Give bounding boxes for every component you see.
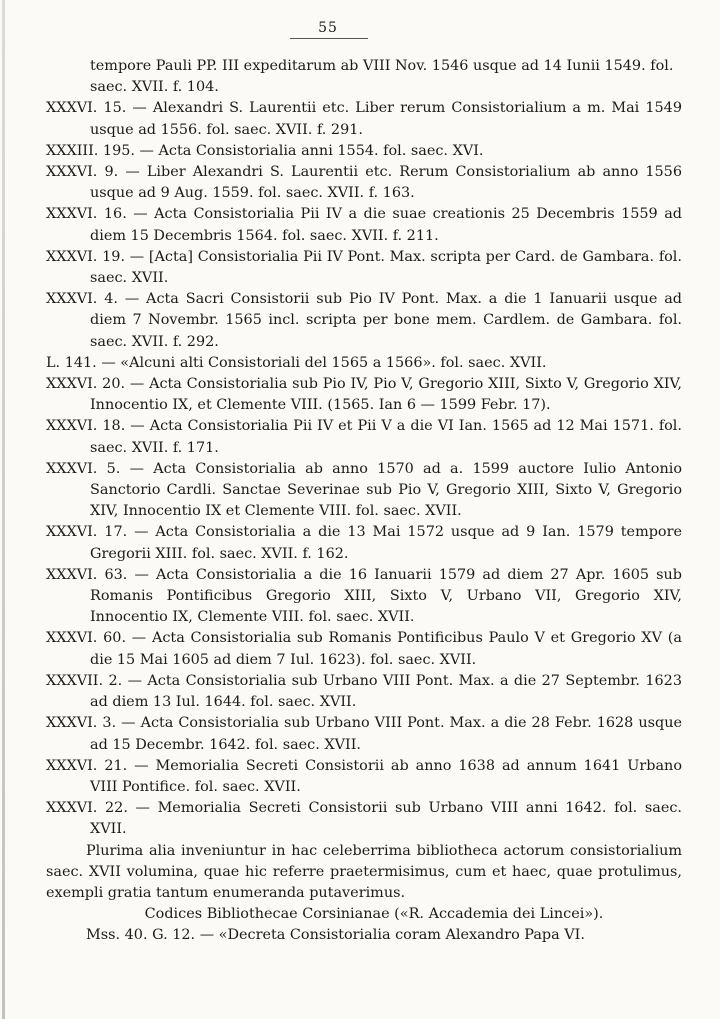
catalog-entry: XXXVI. 17. — Acta Consistorialia a die 13 Mai 1572 usque ad 9 Ian. 1579 tempore Gregorii XIII. fol. saec. XVII. f. 162.	[46, 524, 682, 562]
catalog-entry: XXXVI. 15. — Alexandri S. Laurentii etc. Liber rerum Consistorialium a m. Mai 1549 usque ad 1556. fol. saec. XVII. f. 291.	[46, 100, 682, 138]
catalog-entry: XXXVI. 4. — Acta Sacri Consistorii sub Pio IV Pont. Max. a die 1 Ianuarii usque ad diem 7 Novembr. 1565 incl. scripta per bone mem. Cardlem. de Gambara. fol. saec. XVII. f. 292.	[46, 291, 682, 350]
catalog-entry: XXXVI. 5. — Acta Consistorialia ab anno 1570 ad a. 1599 auctore Iulio Antonio Sanctorio Cardli. Sanctae Severinae sub Pio V, Gregorio XIII, Sixto V, Gregorio XIV, Innocentio IX et Clemente VIII. fol. saec. XVII.	[46, 460, 682, 520]
header-rule	[290, 38, 368, 39]
text-paragraph: Plurima alia inveniuntur in hac celeberrima bibliotheca actorum consistorialium saec. XVII volumina, quae hic referre praetermisimus, cum et haec, quae protulimus, exempli gratia tantum enumeranda putaverimus.	[46, 842, 682, 901]
text-paragraph: tempore Pauli PP. III expeditarum ab VIII Nov. 1546 usque ad 14 Iunii 1549. fol. saec. XVII. f. 104.	[90, 58, 674, 96]
section-heading: Codices Bibliothecae Corsinianae («R. Accademia dei Lincei»).	[144, 906, 604, 923]
catalog-entry: L. 141. — «Alcuni alti Consistoriali del 1565 a 1566». fol. saec. XVII.	[46, 354, 547, 371]
page-text	[46, 56, 682, 947]
catalog-entry: XXXVII. 2. — Acta Consistorialia sub Urbano VIII Pont. Max. a die 27 Septembr. 1623 ad diem 13 Iul. 1644. fol. saec. XVII.	[46, 672, 682, 711]
page-edge-shadow	[2, 0, 5, 1019]
page-number: 55	[318, 20, 338, 36]
catalog-entry: XXXVI. 19. — [Acta] Consistorialia Pii IV Pont. Max. scripta per Card. de Gambara. fol. saec. XVII.	[46, 248, 682, 287]
catalog-entry: XXXVI. 63. — Acta Consistorialia a die 16 Ianuarii 1579 ad diem 27 Apr. 1605 sub Romanis Pontificibus Gregorio XIII, Sixto V, Urbano VII, Gregorio XIV, Innocentio IX, Clemente VIII. fol. saec. XVII.	[46, 566, 682, 626]
catalog-entry: XXXVI. 3. — Acta Consistorialia sub Urbano VIII Pont. Max. a die 28 Febr. 1628 usque ad 15 Decembr. 1642. fol. saec. XVII.	[46, 715, 682, 753]
catalog-entry: XXXVI. 16. — Acta Consistorialia Pii IV a die suae creationis 25 Decembris 1559 ad diem 15 Decembris 1564. fol. saec. XVII. f. 211.	[46, 206, 682, 244]
catalog-entry: XXXVI. 20. — Acta Consistorialia sub Pio IV, Pio V, Gregorio XIII, Sixto V, Gregorio XIV, Innocentio IX, et Clemente VIII. (1565. Ian 6 — 1599 Febr. 17).	[46, 376, 682, 414]
catalog-entry: XXXVI. 9. — Liber Alexandri S. Laurentii etc. Rerum Consistorialium ab anno 1556 usque ad 9 Aug. 1559. fol. saec. XVII. f. 163.	[46, 164, 682, 202]
catalog-entry: XXXVI. 18. — Acta Consistorialia Pii IV et Pii V a die VI Ian. 1565 ad 12 Mai 1571. fol. saec. XVII. f. 171.	[46, 418, 682, 456]
text-paragraph: Mss. 40. G. 12. — «Decreta Consistorialia coram Alexandro Papa VI.	[86, 927, 585, 944]
catalog-entry: XXXVI. 21. — Memorialia Secreti Consistorii ab anno 1638 ad annum 1641 Urbano VIII Pontifice. fol. saec. XVII.	[46, 757, 682, 795]
catalog-entry: XXXVI. 60. — Acta Consistorialia sub Romanis Pontificibus Paulo V et Gregorio XV (a die 15 Mai 1605 ad diem 7 Iul. 1623). fol. saec. XVII.	[46, 630, 682, 668]
catalog-entry: XXXVI. 22. — Memorialia Secreti Consistorii sub Urbano VIII anni 1642. fol. saec. XVII.	[46, 800, 682, 838]
catalog-entry: XXXIII. 195. — Acta Consistorialia anni 1554. fol. saec. XVI.	[46, 142, 484, 159]
